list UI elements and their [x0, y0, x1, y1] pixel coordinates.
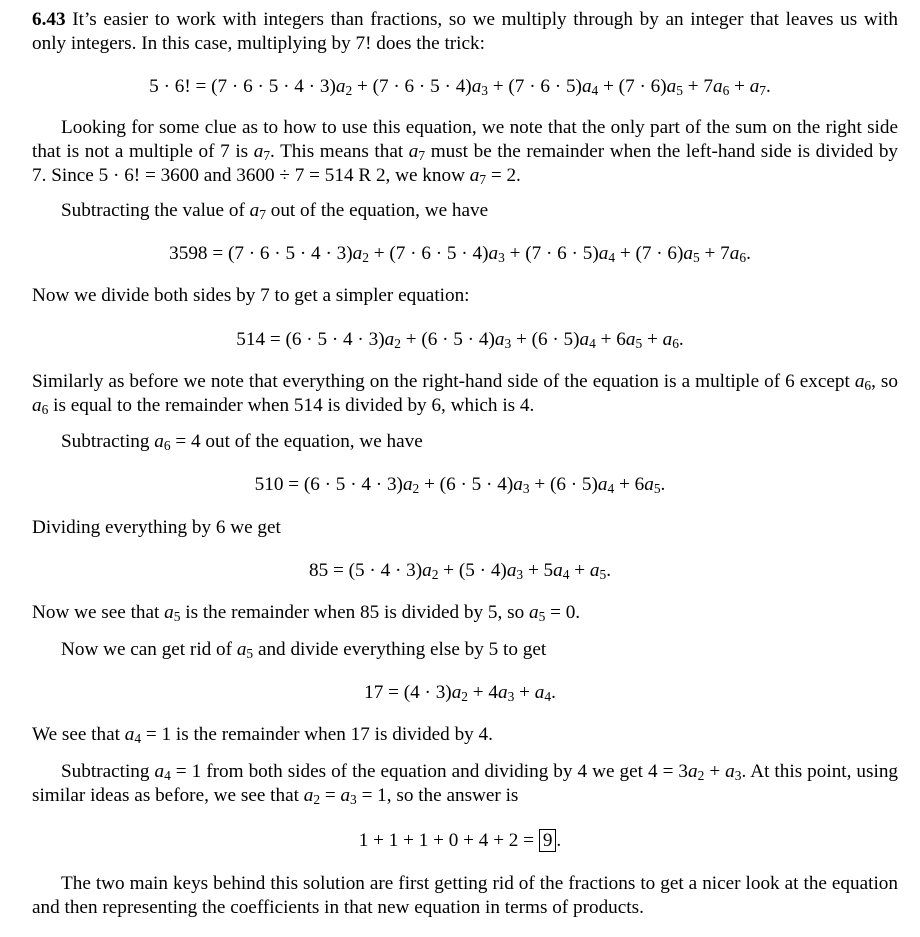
paragraph-divide-7: Now we divide both sides by 7 to get a simpler equation:	[32, 285, 470, 306]
equation-4: $510 = (6 \cdot 5 \cdot 4 \cdot 3)a_2 + (6 \cdot 5 \cdot 4)a_3 + (6 \cdot 5)a_4 + 6a_5$.	[254, 474, 666, 496]
equation-2: $3598 = (7 \cdot 6 \cdot 5 \cdot 4 \cdot 3)a_2 + (7 \cdot 6 \cdot 5 \cdot 4)a_3 + (7 \cdot 6 \cdot 5)a_4 + (7 \cdot 6)a_5 + 7a_6$.	[169, 243, 751, 265]
problem-number: 6.43	[32, 9, 66, 30]
equation-1: 5 · 6! = $(7 \cdot 6 \cdot 5 \cdot 4 \cdot 3)a_2 + (7 \cdot 6 \cdot 5 \cdot 4)a_3 + (7 \cdot 6 \cdot 5)a_4 + (7 \cdot 6)a_5 + 7a_6 + a_7$.	[149, 76, 771, 98]
paragraph-remainder-a7: Looking for some clue as to how to use this equation, we note that the only part of the sum on the right side that is not a multiple of 7 is $a_7$. This means that $a_7$ must be the remainder when the left-hand side is divided by 7. Since 5 · 6! = 3600 and 3600 ÷ 7 = 514 R 2, we know $a_7 = 2$.	[32, 117, 899, 187]
equation-answer: 1 + 1 + 1 + 0 + 4 + 2 = 9 .	[358, 830, 562, 851]
paragraph-remainder-a6: Similarly as before we note that everything on the right-hand side of the equation is a multiple of 6 except $a_6$, so $a_6$ is equal to the remainder when 514 is divided by 6, which is 4.	[32, 371, 898, 417]
paragraph-subtract-a7: Subtracting the value of $a_7$ out of the equation, we have	[61, 200, 489, 222]
equation-6: $17 = (4 \cdot 3)a_2 + 4a_3 + a_4$.	[364, 682, 556, 704]
paragraph-remove-a5: Now we can get rid of $a_5$ and divide everything else by 5 to get	[61, 639, 547, 661]
paragraph-remainder-a4: We see that $a_4 = 1$ is the remainder when 17 is divided by 4.	[32, 724, 493, 746]
paragraph-final-step: Subtracting $a_4 = 1$ from both sides of the equation and dividing by 4 we get $4 = 3a_2 + a_3$. At this point, using similar ideas as before, we see that $a_2 = a_3 = 1$, so the answer is	[32, 761, 899, 807]
paragraph-conclusion: The two main keys behind this solution are first getting rid of the fractions to get a nicer look at the equation and then representing the coefficients in that new equation in terms of products.	[32, 873, 898, 918]
equation-5: $85 = (5 \cdot 4 \cdot 3)a_2 + (5 \cdot 4)a_3 + 5a_4 + a_5$.	[309, 560, 611, 582]
answer-box: 9	[539, 829, 557, 852]
equation-3: $514 = (6 \cdot 5 \cdot 4 \cdot 3)a_2 + (6 \cdot 5 \cdot 4)a_3 + (6 \cdot 5)a_4 + 6a_5 + a_6$.	[236, 329, 684, 351]
paragraph-divide-6: Dividing everything by 6 we get	[32, 517, 281, 538]
paragraph-subtract-a6: Subtracting $a_6 = 4$ out of the equation, we have	[61, 431, 423, 453]
problem-intro: 6.43 It’s easier to work with integers than fractions, so we multiply through by an integer that leaves us with only integers. In this case, multiplying by 7! does the trick:	[32, 9, 898, 54]
paragraph-remainder-a5: Now we see that $a_5$ is the remainder when 85 is divided by 5, so $a_5 = 0$.	[32, 602, 581, 624]
